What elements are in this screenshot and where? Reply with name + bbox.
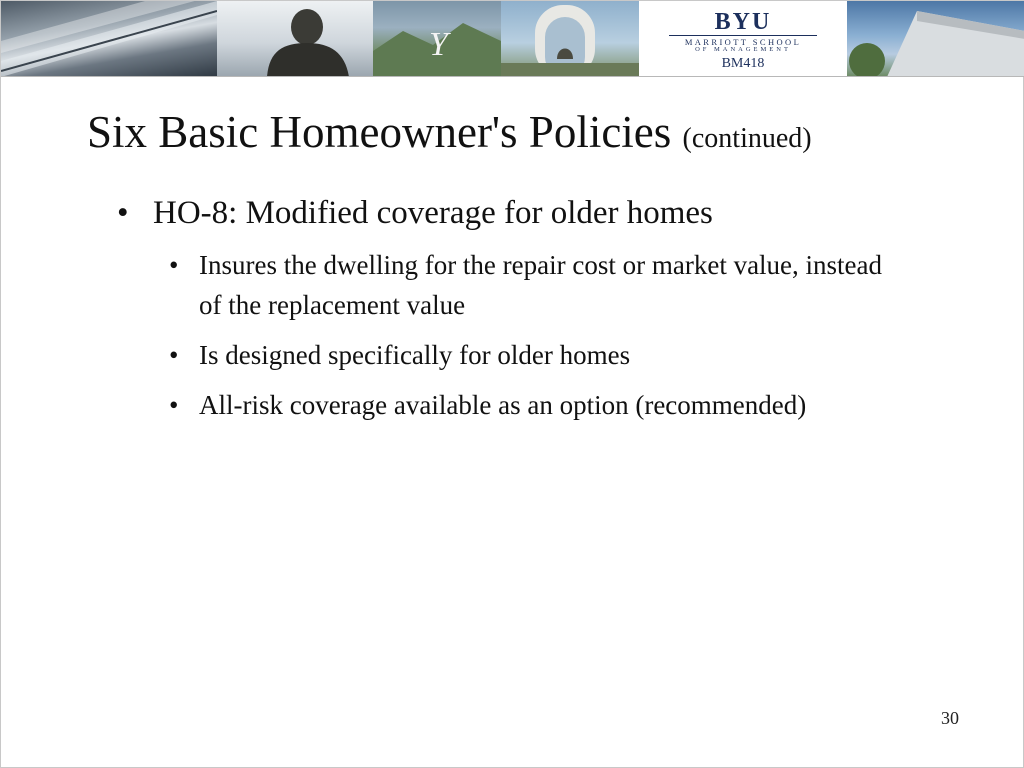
page-number: 30	[941, 708, 959, 728]
title-suffix: (continued)	[682, 123, 812, 154]
bullet-item-level2	[169, 245, 889, 325]
bell-tower-image	[501, 1, 639, 77]
logo-school-text-2: OF MANAGEMENT	[695, 46, 791, 53]
mountain-y-image	[373, 1, 501, 77]
logo-school-text: MARRIOTT SCHOOL	[684, 37, 802, 47]
logo-byu-text: BYU	[714, 9, 772, 35]
bullet-icon: •	[117, 195, 129, 231]
svg-text:Y: Y	[429, 26, 448, 63]
statue-image	[217, 1, 373, 77]
bullet-item-level1	[117, 193, 897, 233]
bullet-icon: •	[169, 250, 179, 280]
bullet-item-level2	[169, 335, 889, 375]
logo-divider	[669, 35, 817, 36]
header-banner	[1, 1, 1024, 77]
byu-logo	[639, 1, 847, 77]
bullet-text: Insures the dwelling for the repair cost or market value, instead of the replacement value	[199, 250, 883, 320]
course-code: BM418	[721, 56, 765, 71]
building-facade-image	[1, 1, 217, 77]
slide-title	[87, 105, 812, 166]
title-text: Six Basic Homeowner's Policies	[87, 107, 672, 157]
bullet-text: HO-8: Modified coverage for older homes	[153, 195, 713, 231]
bullet-icon: •	[169, 340, 179, 370]
bullet-icon: •	[169, 390, 179, 420]
bullet-item-level2	[169, 385, 889, 425]
bullet-text: All-risk coverage available as an option (recommended)	[199, 390, 807, 420]
campus-building-image	[847, 1, 1024, 77]
bullet-text: Is designed specifically for older homes	[199, 340, 631, 370]
